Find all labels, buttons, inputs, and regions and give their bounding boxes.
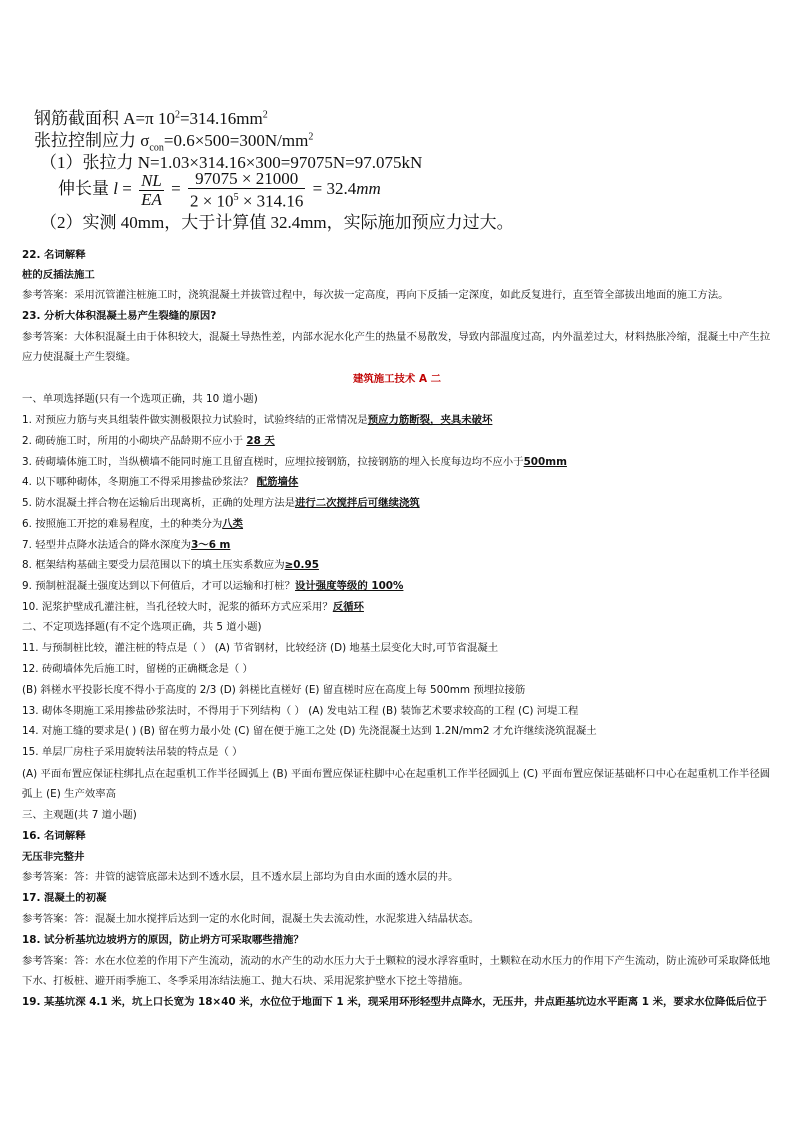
item-answer: 500mm [523,456,567,468]
control-subscript: con [149,142,164,154]
control-label: 张拉控制应力 σ [34,131,150,150]
area-exponent: 2 [174,109,180,121]
item-answer: 反循环 [332,601,364,613]
control-unit-exponent: 2 [308,131,314,143]
q16-answer: 参考答案：答：井管的滤管底部未达到不透水层，且不透水层上部均为自由水面的透水层的井。 [22,871,459,883]
q22-answer: 参考答案：采用沉管灌注桩施工时，浇筑混凝土并拔管过程中，每次拔一定高度，再向下反插一定深度，如此反复进行，直至管全部拔出地面的施工方法。 [22,289,729,301]
fraction-values [188,170,305,211]
item-question: 7. 轻型井点降水法适合的降水深度为 [22,539,192,551]
area-value: =314.16mm [179,109,263,128]
item-answer: 进行二次搅拌后可继续浇筑 [294,497,420,509]
den-exponent: 5 [233,192,239,203]
values-numerator: 97075 × 21000 [188,170,305,189]
area-base: 10 [153,109,175,128]
part2-line-15-options: (A) 平面布置应保证柱绑扎点在起重机工作半径圆弧上 (B) 平面布置应保证柱脚中心在起重机工作半径圆弧上 (C) 平面布置应保证基础杯口中心在起重机工作半径圆弧上 (E) 生产效率高 [22,768,771,800]
part1-item-10 [22,600,364,614]
part1-item-8 [22,558,319,572]
elongation-variable: l [113,179,118,199]
part2-line-14: 14. 对施工缝的要求是( ) (B) 留在剪力最小处 (C) 留在便于施工之处 (D) 先浇混凝土达到 1.2N/mm2 才允许继续浇筑混凝土 [22,725,597,737]
part1-item-1 [22,413,492,427]
item-question: 3. 砖砌墙体施工时，当纵横墙不能同时施工且留直槎时，应埋拉接钢筋，拉接钢筋的埋入长度每边均不应小于 [22,456,524,468]
part2-line-15: 15. 单层厂房柱子采用旋转法吊装的特点是（ ） [22,746,243,758]
measured-line: （2）实测 40mm，大于计算值 32.4mm，实际施加预应力过大。 [40,213,514,232]
area-label: 钢筋截面积 A= [34,109,146,128]
item-answer: ≥0.95 [284,559,319,571]
control-value: =0.6×500=300N/mm [163,131,309,150]
item-question: 5. 防水混凝土拌合物在运输后出现离析，正确的处理方法是 [22,497,295,509]
fraction-denominator: EA [141,189,162,209]
part1-item-4 [22,475,298,489]
fraction-nl-ea [139,172,164,209]
q16-heading: 16. 名词解释 [22,830,86,842]
elongation-result: = 32.4 [312,179,357,199]
item-answer: 设计强度等级的 100% [294,580,404,592]
den-part-a: 2 × 10 [189,191,234,211]
q17-answer: 参考答案：答：混凝土加水搅拌后达到一定的水化时间，混凝土失去流动性，水泥浆进入结晶状态。 [22,913,480,925]
den-part-b: × 314.16 [238,191,304,211]
part2-heading: 二、不定项选择题(有不定个选项正确，共 5 道小题) [22,621,262,633]
item-answer: 3～6 m [191,539,231,551]
part2-line-11: 11. 与预制桩比较，灌注桩的特点是（ ） (A) 节省钢材，比较经济 (D) 地基土层变化大时,可节省混凝土 [22,642,499,654]
q23-heading: 23. 分析大体积混凝土易产生裂缝的原因? [22,310,217,322]
force-formula: （1）张拉力 N=1.03×314.16×300=97075N=97.075kN [40,153,423,172]
part1-item-6 [22,517,243,531]
part1-item-3 [22,455,567,469]
area-unit-exponent: 2 [262,109,268,121]
q17-heading: 17. 混凝土的初凝 [22,892,107,904]
item-answer: 28 天 [246,435,275,447]
item-question: 1. 对预应力筋与夹具组装件做实测极限拉力试验时，试验终结的正常情况是 [22,414,368,426]
part3-heading: 三、主观题(共 7 道小题) [22,809,137,821]
item-question: 10. 泥浆护壁成孔灌注桩，当孔径较大时，泥浆的循环方式应采用？ [22,601,333,613]
item-question: 6. 按照施工开挖的难易程度，土的种类分为 [22,518,223,530]
item-question: 2. 砌砖施工时，所用的小砌块产品龄期不应小于 [22,435,244,447]
q18-answer: 参考答案：答：水在水位差的作用下产生流动，流动的水产生的动水压力大于土颗粒的浸水浮容重时，土颗粒在动水压力的作用下产生流动，防止流砂可采取降低地下水、打板桩、避开雨季施工、冬季采用冻结法施工、抛大石块、采用泥浆护壁水下挖土等措施。 [22,955,771,987]
item-answer: 预应力筋断裂，夹具未破坏 [367,414,493,426]
part2-line-12: 12. 砖砌墙体先后施工时，留槎的正确概念是（ ） [22,663,253,675]
q22-heading: 22. 名词解释 [22,249,86,261]
part1-item-2 [22,434,275,448]
q16-term: 无压非完整井 [22,851,85,863]
elongation-formula: 伸长量 l = $\frac{NL}{EA}$ = $\frac{97075 \times 21000}{2 \times 10^5 \times 314.16}$ = 32.4mm [58,169,381,211]
item-question: 4. 以下哪种砌体，冬期施工不得采用掺盐砂浆法？ [22,476,254,488]
part1-item-5 [22,496,420,510]
q18-heading: 18. 试分析基坑边坡坍方的原因，防止坍方可采取哪些措施？ [22,934,304,946]
elongation-unit: mm [356,179,381,199]
item-answer: 八类 [222,518,244,530]
q23-answer: 参考答案：大体积混凝土由于体积较大，混凝土导热性差，内部水泥水化产生的热量不易散发，导致内部温度过高，内外温差过大，材料热胀冷缩，混凝土中产生拉应力使混凝土产生裂缝。 [22,331,771,363]
part1-item-7 [22,538,230,552]
item-question: 9. 预制桩混凝土强度达到以下何值后，才可以运输和打桩？ [22,580,295,592]
q19-heading: 19. 某基坑深 4.1 米，坑上口长宽为 18×40 米，水位位于地面下 1 米，现采用环形轻型井点降水，无压井，井点距基坑边水平距离 1 米，要求水位降低后位于 [22,996,767,1008]
item-question: 8. 框架结构基础主要受力层范围以下的填土压实系数应为 [22,559,285,571]
elongation-label: 伸长量 [58,179,109,199]
part2-line-12-options: (B) 斜槎水平投影长度不得小于高度的 2/3 (D) 斜槎比直槎好 (E) 留直槎时应在高度上每 500mm 预埋拉接筋 [22,684,526,696]
q22-term: 桩的反插法施工 [22,269,95,281]
part1-heading: 一、单项选择题(只有一个选项正确，共 10 道小题) [22,393,258,405]
pi-symbol: π [145,109,154,128]
part2-line-13: 13. 砌体冬期施工采用掺盐砂浆法时，不得用于下列结构（ ） (A) 发电站工程 (B) 装饰艺术要求较高的工程 (C) 河堤工程 [22,705,579,717]
section-title: 建筑施工技术 A 二 [352,373,441,385]
fraction-numerator: NL [141,170,162,190]
part1-item-9 [22,579,403,593]
item-answer: 配筋墙体 [256,476,299,488]
